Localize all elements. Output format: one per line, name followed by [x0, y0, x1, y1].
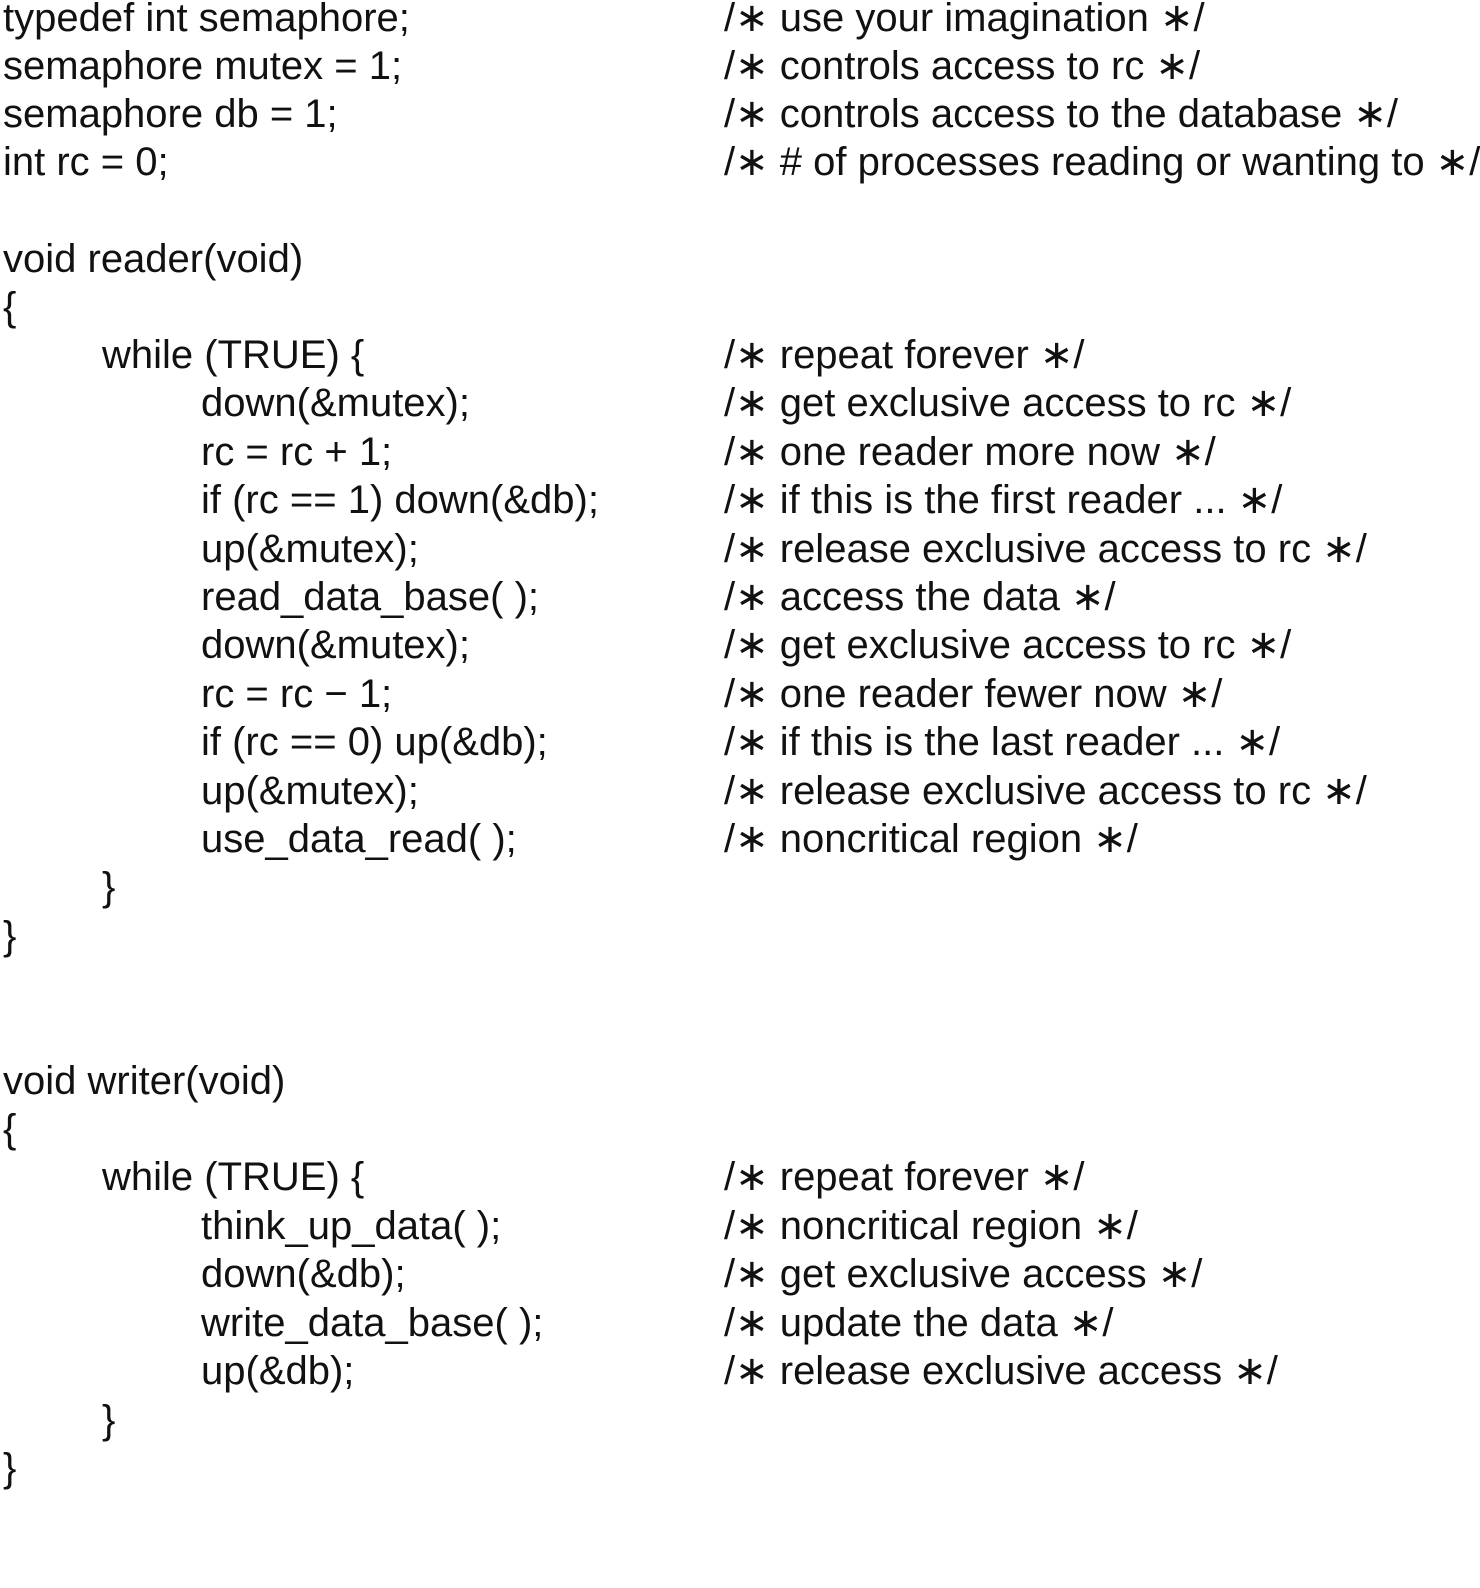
reader-line — [0, 718, 1480, 766]
code-text: down(&mutex); — [201, 381, 470, 425]
code-text: while (TRUE) { — [102, 333, 365, 377]
writer-line — [0, 1299, 1480, 1347]
code-text: read_data_base( ); — [201, 575, 540, 619]
declaration-line — [0, 90, 1480, 138]
reader-line — [0, 670, 1480, 718]
writer-line — [0, 1347, 1480, 1395]
close-brace: } — [102, 1398, 116, 1442]
comment-text: /∗ update the data ∗/ — [724, 1301, 1114, 1345]
code-text: down(&db); — [201, 1252, 406, 1296]
code-text: think_up_data( ); — [201, 1204, 502, 1248]
writer-line — [0, 1250, 1480, 1298]
code-text: if (rc == 0) up(&db); — [201, 720, 548, 764]
writer-open-brace — [0, 1105, 1480, 1153]
code-text: while (TRUE) { — [102, 1155, 365, 1199]
comment-text: /∗ release exclusive access to rc ∗/ — [724, 769, 1367, 813]
reader-line — [0, 476, 1480, 524]
open-brace: { — [3, 1107, 17, 1151]
function-signature: void writer(void) — [3, 1059, 286, 1103]
declaration-line — [0, 42, 1480, 90]
code-text: typedef int semaphore; — [3, 0, 410, 40]
code-text: int rc = 0; — [3, 140, 169, 184]
comment-text: /∗ if this is the last reader ... ∗/ — [724, 720, 1281, 764]
comment-text: /∗ repeat forever ∗/ — [724, 333, 1085, 377]
reader-line — [0, 573, 1480, 621]
reader-open-brace — [0, 283, 1480, 331]
comment-text: /∗ use your imagination ∗/ — [724, 0, 1205, 40]
comment-text: /∗ release exclusive access ∗/ — [724, 1349, 1278, 1393]
close-brace: } — [102, 865, 116, 909]
code-text: if (rc == 1) down(&db); — [201, 478, 599, 522]
code-text: rc = rc − 1; — [201, 672, 393, 716]
reader-line — [0, 428, 1480, 476]
code-text: up(&db); — [201, 1349, 355, 1393]
comment-text: /∗ repeat forever ∗/ — [724, 1155, 1085, 1199]
code-text: down(&mutex); — [201, 623, 470, 667]
writer-inner-close — [0, 1396, 1480, 1444]
reader-inner-close — [0, 863, 1480, 911]
reader-line — [0, 815, 1480, 863]
reader-line — [0, 767, 1480, 815]
comment-text: /∗ get exclusive access to rc ∗/ — [724, 623, 1292, 667]
code-text: semaphore db = 1; — [3, 92, 338, 136]
comment-text: /∗ # of processes reading or wanting to ∗/ — [724, 140, 1480, 184]
declaration-line — [0, 0, 1480, 42]
writer-line — [0, 1202, 1480, 1250]
comment-text: /∗ noncritical region ∗/ — [724, 1204, 1138, 1248]
code-text: up(&mutex); — [201, 527, 419, 571]
reader-line — [0, 331, 1480, 379]
comment-text: /∗ one reader more now ∗/ — [724, 430, 1216, 474]
code-text: write_data_base( ); — [201, 1301, 544, 1345]
comment-text: /∗ get exclusive access ∗/ — [724, 1252, 1203, 1296]
comment-text: /∗ if this is the first reader ... ∗/ — [724, 478, 1283, 522]
close-brace: } — [3, 914, 17, 958]
code-text: up(&mutex); — [201, 769, 419, 813]
open-brace: { — [3, 285, 17, 329]
declaration-line — [0, 138, 1480, 186]
reader-line — [0, 525, 1480, 573]
close-brace: } — [3, 1446, 17, 1490]
reader-close-brace — [0, 912, 1480, 960]
code-text: semaphore mutex = 1; — [3, 44, 403, 88]
reader-line — [0, 379, 1480, 427]
comment-text: /∗ access the data ∗/ — [724, 575, 1116, 619]
comment-text: /∗ one reader fewer now ∗/ — [724, 672, 1223, 716]
reader-signature — [0, 235, 1480, 283]
reader-line — [0, 621, 1480, 669]
comment-text: /∗ controls access to rc ∗/ — [724, 44, 1201, 88]
code-text: rc = rc + 1; — [201, 430, 393, 474]
writer-close-brace — [0, 1444, 1480, 1492]
comment-text: /∗ controls access to the database ∗/ — [724, 92, 1399, 136]
function-signature: void reader(void) — [3, 237, 304, 281]
comment-text: /∗ get exclusive access to rc ∗/ — [724, 381, 1292, 425]
writer-signature — [0, 1057, 1480, 1105]
comment-text: /∗ noncritical region ∗/ — [724, 817, 1138, 861]
code-text: use_data_read( ); — [201, 817, 517, 861]
writer-line — [0, 1153, 1480, 1201]
comment-text: /∗ release exclusive access to rc ∗/ — [724, 527, 1367, 571]
